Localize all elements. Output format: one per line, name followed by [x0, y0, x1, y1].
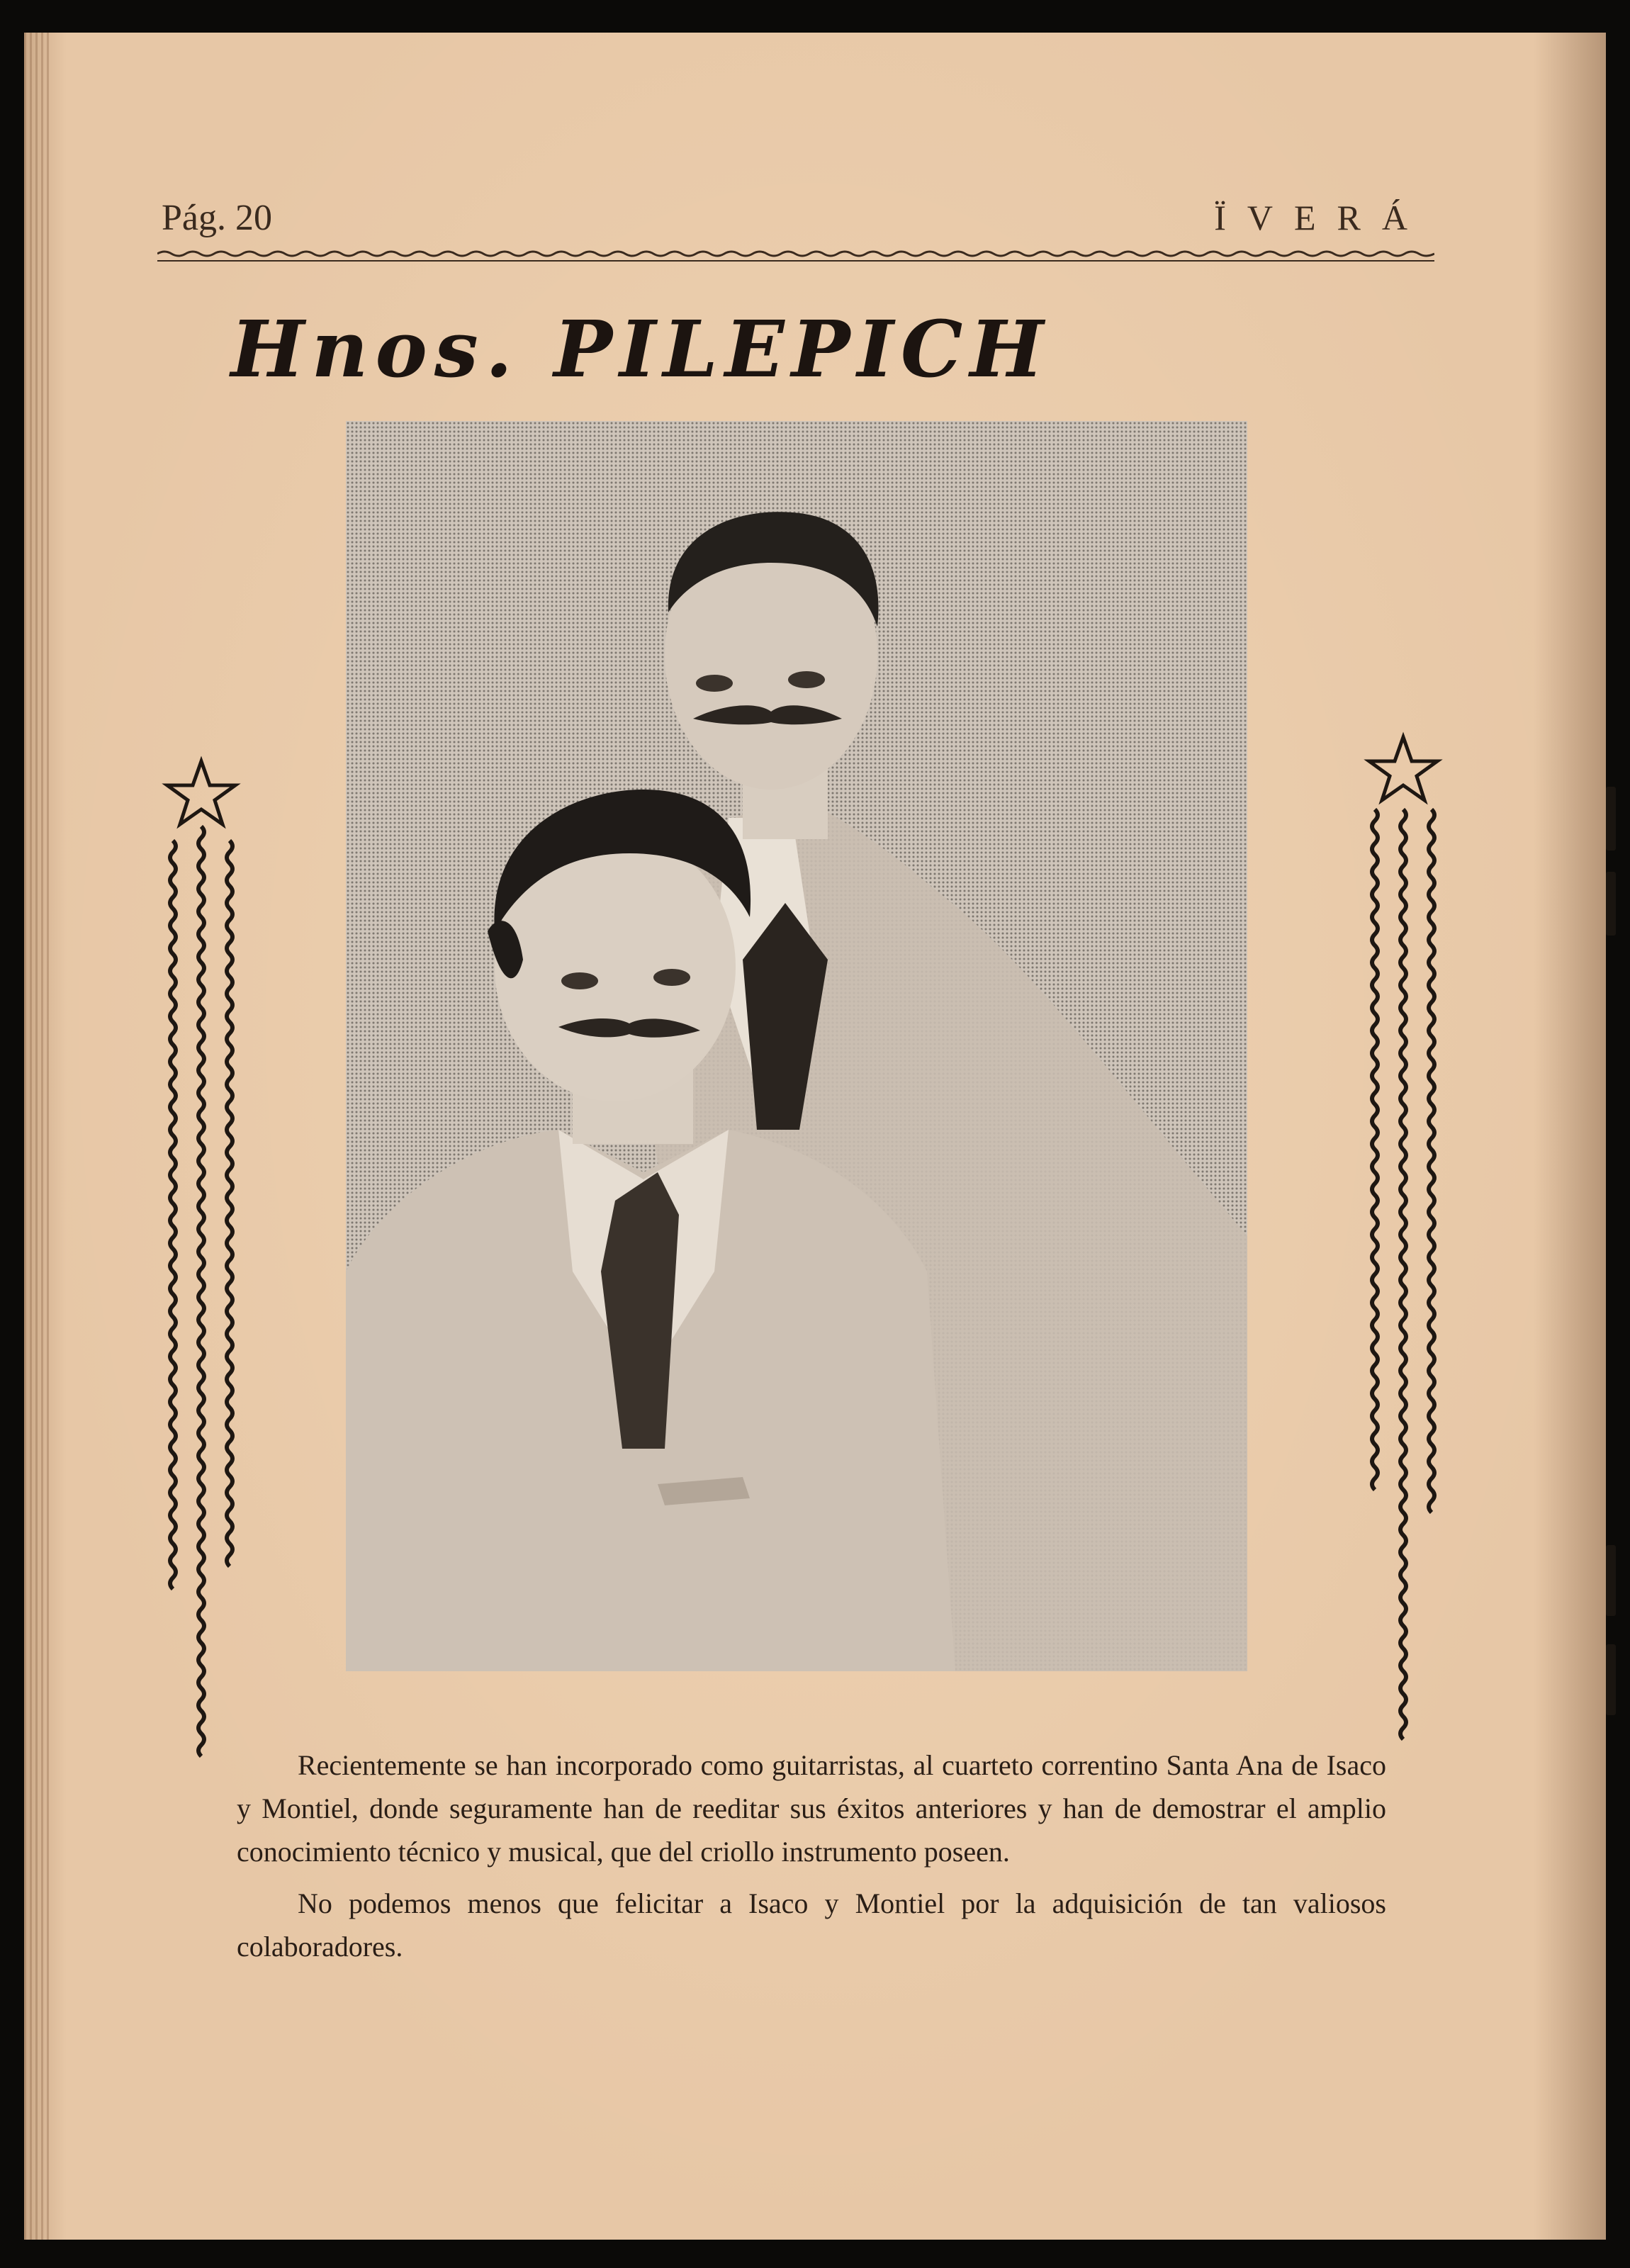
- magazine-name: ÏVERÁ: [1214, 198, 1429, 237]
- article-body: [237, 1744, 1386, 1968]
- header-wavy-rule: [157, 247, 1434, 268]
- star-icon: [1369, 737, 1437, 800]
- article-paragraph-1: Recientemente se han incorporado como guitarristas, al cuarteto correntino Santa Ana de Isaco y Montiel, donde seguramente han de reeditar sus éxitos anteriores y han de demostrar el amplio conocimiento técnico y musical, que del criollo instrumento poseen.: [237, 1749, 1386, 1868]
- binding-staple: [1606, 787, 1616, 850]
- portrait-photo: [346, 421, 1247, 1671]
- binding-staple: [1606, 1545, 1616, 1616]
- right-ornament: [1354, 731, 1453, 1851]
- binding-staple: [1606, 872, 1616, 936]
- left-ornament: [152, 756, 251, 1861]
- binding-staple: [1606, 1644, 1616, 1715]
- page-number: Pág. 20: [162, 198, 272, 238]
- article-title: Hnos. PILEPICH: [230, 303, 1051, 395]
- star-icon: [167, 761, 235, 824]
- magazine-page: [24, 33, 1606, 2240]
- article-paragraph-2: No podemos menos que felicitar a Isaco y Montiel por la adquisición de tan valiosos colaboradores.: [237, 1887, 1386, 1963]
